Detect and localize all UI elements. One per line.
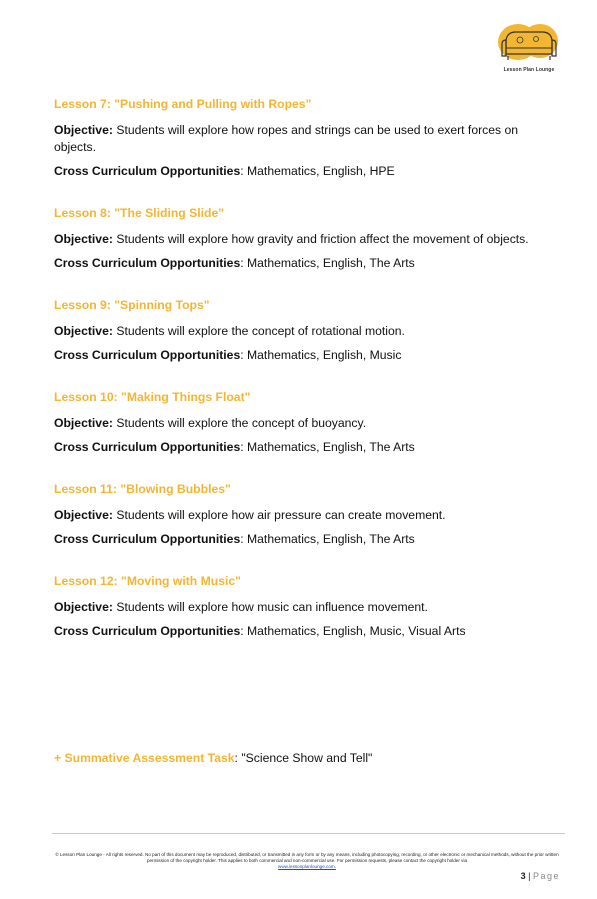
cross-curriculum: Cross Curriculum Opportunities: Mathematics, English, HPE — [54, 164, 395, 178]
objective — [54, 231, 554, 248]
objective — [54, 599, 554, 616]
lesson-plan-lounge-logo — [496, 22, 562, 78]
page-number-value: 3 — [520, 871, 526, 881]
lesson-11 — [54, 482, 554, 548]
cross-curriculum-label: Cross Curriculum Opportunities — [54, 624, 241, 638]
lesson-title: Lesson 7: "Pushing and Pulling with Ropes" — [54, 97, 312, 111]
lesson-12 — [54, 574, 554, 640]
lesson-7 — [54, 97, 554, 180]
lesson-10 — [54, 390, 554, 456]
objective-text: Students will explore how air pressure can create movement. — [116, 508, 446, 522]
website-link[interactable]: www.lessonplanlounge.com. — [278, 864, 336, 869]
cross-curriculum-label: Cross Curriculum Opportunities — [54, 440, 241, 454]
cross-curriculum: Cross Curriculum Opportunities: Mathematics, English, The Arts — [54, 256, 415, 270]
cross-curriculum-label: Cross Curriculum Opportunities — [54, 532, 241, 546]
summative-label: + Summative Assessment Task — [54, 751, 235, 765]
objective-label: Objective: — [54, 123, 113, 137]
cross-curriculum-text: Mathematics, English, Music — [247, 348, 402, 362]
footer-divider — [52, 833, 565, 834]
cross-curriculum: Cross Curriculum Opportunities: Mathematics, English, Music, Visual Arts — [54, 624, 466, 638]
sofa-icon — [496, 22, 562, 66]
cross-curriculum-text: Mathematics, English, The Arts — [247, 256, 415, 270]
summative-assessment: + Summative Assessment Task: "Science Show and Tell" — [54, 751, 373, 765]
cross-curriculum: Cross Curriculum Opportunities: Mathematics, English, The Arts — [54, 532, 415, 546]
objective-label: Objective: — [54, 324, 113, 338]
page-label: Page — [532, 871, 560, 881]
objective-text: Students will explore the concept of buoyancy. — [116, 416, 367, 430]
lesson-title: Lesson 12: "Moving with Music" — [54, 574, 241, 588]
copyright-footer — [54, 852, 560, 870]
lesson-title: Lesson 11: "Blowing Bubbles" — [54, 482, 231, 496]
objective-text: Students will explore how music can influence movement. — [116, 600, 428, 614]
cross-curriculum: Cross Curriculum Opportunities: Mathematics, English, The Arts — [54, 440, 415, 454]
cross-curriculum-label: Cross Curriculum Opportunities — [54, 256, 241, 270]
objective-text: Students will explore how ropes and strings can be used to exert forces on objects. — [54, 123, 519, 154]
summative-value: "Science Show and Tell" — [241, 751, 373, 765]
lesson-9 — [54, 298, 554, 364]
cross-curriculum-text: Mathematics, English, Music, Visual Arts — [247, 624, 466, 638]
lesson-8 — [54, 206, 554, 272]
cross-curriculum-label: Cross Curriculum Opportunities — [54, 164, 241, 178]
objective — [54, 323, 554, 340]
lesson-title: Lesson 9: "Spinning Tops" — [54, 298, 210, 312]
lesson-title: Lesson 8: "The Sliding Slide" — [54, 206, 225, 220]
copyright-text: © Lesson Plan Lounge - All rights reserved. No part of this document may be reproduced, distributed, or transmitted in any form or by any means, including photocopying, recording, or other electronic or mechanical methods, without the prior written permission of the copyright holder. This applies to both commercial and non-commercial use. For permission requests, please contact the copyright holder via — [55, 852, 559, 863]
cross-curriculum-text: Mathematics, English, HPE — [247, 164, 395, 178]
logo-text: Lesson Plan Lounge — [503, 67, 555, 73]
objective-text: Students will explore how gravity and friction affect the movement of objects. — [116, 232, 529, 246]
cross-curriculum: Cross Curriculum Opportunities: Mathematics, English, Music — [54, 348, 402, 362]
objective-label: Objective: — [54, 600, 113, 614]
objective — [54, 122, 554, 156]
objective-label: Objective: — [54, 232, 113, 246]
lesson-list — [54, 97, 554, 647]
objective-text: Students will explore the concept of rotational motion. — [116, 324, 405, 338]
cross-curriculum-text: Mathematics, English, The Arts — [247, 532, 415, 546]
objective — [54, 415, 554, 432]
lesson-title: Lesson 10: "Making Things Float" — [54, 390, 251, 404]
page-number: 3 | Page — [520, 871, 560, 881]
cross-curriculum-label: Cross Curriculum Opportunities — [54, 348, 241, 362]
objective-label: Objective: — [54, 508, 113, 522]
objective-label: Objective: — [54, 416, 113, 430]
objective — [54, 507, 554, 524]
cross-curriculum-text: Mathematics, English, The Arts — [247, 440, 415, 454]
